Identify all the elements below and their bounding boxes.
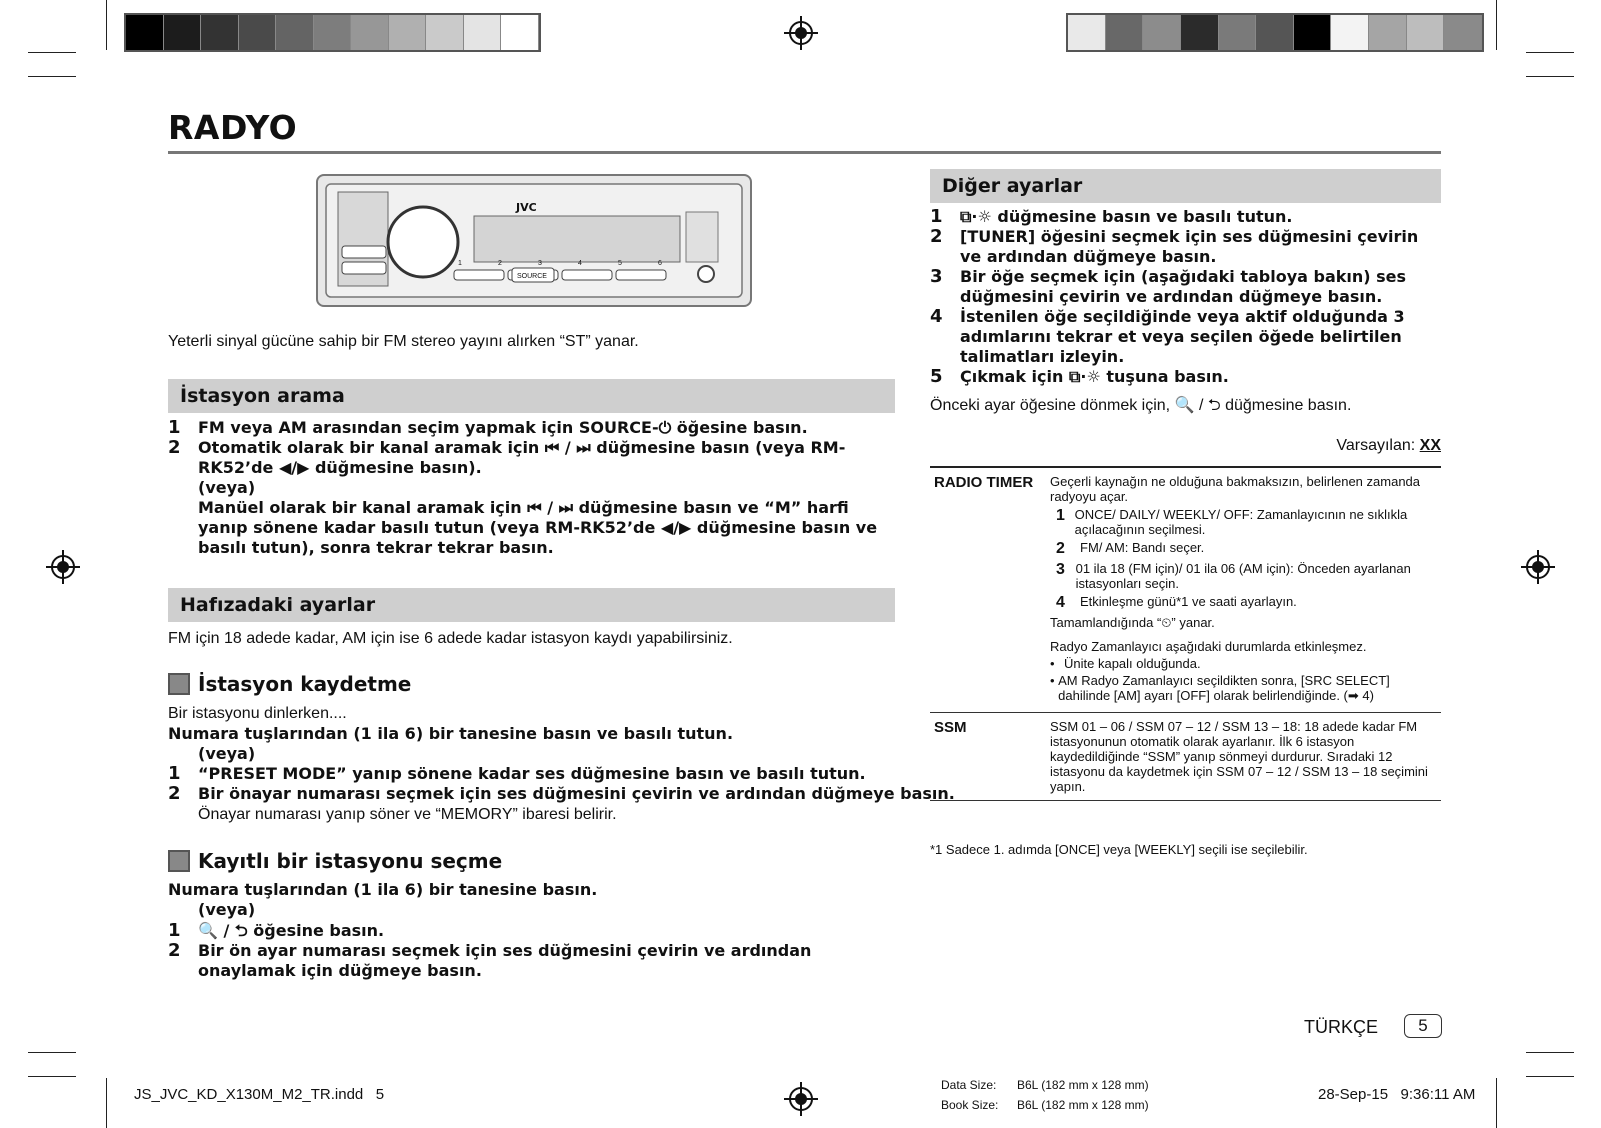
other-step-4 xyxy=(930,307,1441,367)
device-preset-number: 1 xyxy=(458,260,462,267)
step-text: İstenilen öğe seçildiğinde veya aktif olduğunda 3 adımlarını tekrar et veya seçilen öğede belirtilen talimatları izleyin. xyxy=(960,307,1405,366)
other-step-3 xyxy=(930,267,1441,307)
step-number: 4 xyxy=(1056,594,1065,611)
other-step-5 xyxy=(930,367,1441,387)
section-heading-station-search: İstasyon arama xyxy=(168,379,895,413)
color-swatch xyxy=(464,15,502,50)
crop-mark xyxy=(28,1052,76,1053)
or-text: (veya) xyxy=(198,744,256,763)
data-size-label: Data Size: xyxy=(941,1078,997,1092)
color-swatch xyxy=(1294,15,1332,50)
store-line-2: Numara tuşlarından (1 ila 6) bir tanesine basın ve basılı tutun. xyxy=(168,724,734,743)
crop-mark xyxy=(106,1078,107,1128)
default-label: Varsayılan: xyxy=(1336,437,1420,454)
color-bar-right xyxy=(1066,13,1484,52)
color-swatch xyxy=(389,15,427,50)
select-step-1 xyxy=(168,921,384,941)
timer-note: Radyo Zamanlayıcı aşağıdaki durumlarda etkinleşmez. xyxy=(1050,639,1367,654)
settings-table xyxy=(930,466,1441,801)
bullet-text: AM Radyo Zamanlayıcı seçildikten sonra, [SRC SELECT] dahilinde [AM] ayarı [OFF] olarak belirlendiğinde. (➡ 4) xyxy=(1058,673,1390,703)
footnote: *1 Sadece 1. adımda [ONCE] veya [WEEKLY] seçili ise seçilebilir. xyxy=(930,842,1308,857)
bullet-icon: • xyxy=(1050,673,1055,688)
color-bar-left xyxy=(124,13,541,52)
step-text: 01 ila 18 (FM için)/ 01 ila 06 (AM için): Önceden ayarlanan istasyonları seçin. xyxy=(1075,561,1411,591)
data-size-value: B6L (182 mm x 128 mm) xyxy=(1017,1078,1149,1092)
step-text: Bir önayar numarası seçmek için ses düğmesini çevirin ve ardından düğmeye basın. xyxy=(198,784,955,803)
bullet-text: Ünite kapalı olduğunda. xyxy=(1064,656,1201,671)
radio-faceplate-drawing xyxy=(318,176,750,305)
step-text: Etkinleşme günü*1 ve saati ayarlayın. xyxy=(1080,594,1297,609)
step-text: Bir ön ayar numarası seçmek için ses düğmesini çevirin ve ardından onaylamak için düğmeye basın. xyxy=(198,941,812,980)
timer-step xyxy=(1056,561,1437,591)
section-heading-other-settings: Diğer ayarlar xyxy=(930,169,1441,203)
table-value xyxy=(1046,467,1441,713)
device-preset-numbers xyxy=(454,260,666,270)
timer-steps xyxy=(1050,507,1437,612)
device-preset-number: 4 xyxy=(578,260,582,267)
step-number: 1 xyxy=(168,763,181,784)
or-text: (veya) xyxy=(198,478,256,497)
step-number: 4 xyxy=(930,306,943,327)
timer-intro: Geçerli kaynağın ne olduğuna bakmaksızın, belirlenen zamanda radyoyu açar. xyxy=(1050,474,1421,504)
step-number: 1 xyxy=(168,920,181,941)
or-text: (veya) xyxy=(198,900,256,919)
step-text: FM/ AM: Bandı seçer. xyxy=(1080,540,1205,555)
step-text: [TUNER] öğesini seçmek için ses düğmesini çevirin ve ardından düğmeye basın. xyxy=(960,227,1419,266)
other-step-2 xyxy=(930,227,1441,267)
subheading-store-station xyxy=(168,672,411,696)
device-preset-number: 6 xyxy=(658,260,662,267)
language-label: TÜRKÇE xyxy=(1304,1017,1379,1037)
step-number: 1 xyxy=(168,417,181,438)
timer-done: Tamamlandığında “⏲” yanar. xyxy=(1050,615,1215,630)
table-key: RADIO TIMER xyxy=(930,467,1046,713)
step-number: 1 xyxy=(1056,507,1065,524)
color-swatch xyxy=(1068,15,1106,50)
color-swatch xyxy=(351,15,389,50)
search-step-2 xyxy=(168,438,895,478)
color-swatch xyxy=(1219,15,1257,50)
color-swatch xyxy=(426,15,464,50)
store-line-1: Bir istasyonu dinlerken.... xyxy=(168,705,347,722)
step-text: FM veya AM arasından seçim yapmak için SOURCE-⏻ öğesine basın. xyxy=(198,418,808,437)
timer-bullets xyxy=(1050,656,1437,704)
registration-mark-icon xyxy=(1521,550,1555,584)
step-text: ONCE/ DAILY/ WEEKLY/ OFF: Zamanlayıcının ne sıklıkla açılacağının seçilmesi. xyxy=(1074,507,1408,537)
device-preset-number: 2 xyxy=(498,260,502,267)
color-swatch xyxy=(126,15,164,50)
color-swatch xyxy=(1181,15,1219,50)
subheading-text: Kayıtlı bir istasyonu seçme xyxy=(198,849,503,873)
crop-mark xyxy=(1526,1076,1574,1077)
step-number: 2 xyxy=(168,437,181,458)
color-swatch xyxy=(314,15,352,50)
car-radio-illustration xyxy=(316,174,752,307)
book-size-value: B6L (182 mm x 128 mm) xyxy=(1017,1098,1149,1112)
step-number: 3 xyxy=(930,266,943,287)
table-row xyxy=(930,467,1441,713)
step-number: 2 xyxy=(1056,540,1065,557)
device-brand: JVC xyxy=(516,201,537,214)
intro-text: Yeterli sinyal gücüne sahip bir FM stereo yayını alırken “ST” yanar. xyxy=(168,333,639,350)
crop-mark xyxy=(28,52,76,53)
color-swatch xyxy=(1331,15,1369,50)
color-swatch xyxy=(1369,15,1407,50)
store-step-1 xyxy=(168,764,866,784)
store-step-2 xyxy=(168,784,955,804)
subheading-select-station xyxy=(168,849,502,873)
color-swatch xyxy=(1256,15,1294,50)
table-row xyxy=(930,713,1441,801)
crop-mark xyxy=(1496,1078,1497,1128)
square-bullet-icon xyxy=(168,673,190,695)
timer-step xyxy=(1056,540,1437,558)
device-preset-number: 5 xyxy=(618,260,622,267)
footer-file-name: JS_JVC_KD_X130M_M2_TR.indd 5 xyxy=(134,1086,385,1103)
list-item xyxy=(1050,656,1437,671)
registration-mark-icon xyxy=(784,1082,818,1116)
color-swatch xyxy=(1407,15,1445,50)
manual-search-text: Manüel olarak bir kanal aramak için ⏮ / ⏭ düğmesine basın ve “M” harfi yanıp sönene kadar basılı tutun (veya RM-RK52’de ◀/▶ düğmesine basın ve basılı tutun), sonra tekrar tekrar basın. xyxy=(198,498,878,557)
step-number: 2 xyxy=(930,226,943,247)
step-number: 2 xyxy=(168,783,181,804)
crop-mark xyxy=(1496,0,1497,50)
book-size-label: Book Size: xyxy=(941,1098,999,1112)
step-number: 3 xyxy=(1056,561,1065,578)
color-swatch xyxy=(1106,15,1144,50)
crop-mark xyxy=(106,0,107,50)
step-text: Bir öğe seçmek için (aşağıdaki tabloya bakın) ses düğmesini çevirin ve ardından düğmeye basın. xyxy=(960,267,1407,306)
default-legend xyxy=(1330,436,1441,456)
color-swatch xyxy=(1143,15,1181,50)
memory-text: FM için 18 adede kadar, AM için ise 6 adede kadar istasyon kaydı yapabilirsiniz. xyxy=(168,630,733,647)
timer-step xyxy=(1056,594,1437,612)
step-number: 2 xyxy=(168,940,181,961)
registration-mark-icon xyxy=(46,550,80,584)
default-value: XX xyxy=(1419,437,1441,454)
step-text: “PRESET MODE” yanıp sönene kadar ses düğmesine basın ve basılı tutun. xyxy=(198,764,866,783)
page-title: RADYO xyxy=(168,108,298,147)
step-text: Çıkmak için ⧉·☼ tuşuna basın. xyxy=(960,367,1229,386)
step-text: Otomatik olarak bir kanal aramak için ⏮ / ⏭ düğmesine basın (veya RM-RK52’de ◀/▶ düğmesine basın). xyxy=(198,438,846,477)
color-swatch xyxy=(501,15,539,50)
back-instruction: Önceki ayar öğesine dönmek için, 🔍 / ⮌ düğmesine basın. xyxy=(930,397,1352,414)
color-swatch xyxy=(276,15,314,50)
select-line-1: Numara tuşlarından (1 ila 6) bir tanesine basın. xyxy=(168,880,598,899)
store-note: Önayar numarası yanıp söner ve “MEMORY” ibaresi belirir. xyxy=(198,806,617,823)
color-swatch xyxy=(164,15,202,50)
square-bullet-icon xyxy=(168,850,190,872)
step-text: ⧉·☼ düğmesine basın ve basılı tutun. xyxy=(960,207,1293,226)
list-item xyxy=(1050,673,1437,704)
subheading-text: İstasyon kaydetme xyxy=(198,672,412,696)
select-step-2 xyxy=(168,941,895,981)
timer-step xyxy=(1056,507,1437,537)
step-number: 1 xyxy=(930,206,943,227)
other-step-1 xyxy=(930,207,1441,227)
section-heading-memory: Hafızadaki ayarlar xyxy=(168,588,895,622)
step-number: 5 xyxy=(930,366,943,387)
crop-mark xyxy=(1526,76,1574,77)
search-step-1 xyxy=(168,418,895,438)
crop-mark xyxy=(28,76,76,77)
color-swatch xyxy=(201,15,239,50)
color-swatch xyxy=(1444,15,1482,50)
page-number: 5 xyxy=(1404,1014,1442,1038)
crop-mark xyxy=(1526,1052,1574,1053)
crop-mark xyxy=(1526,52,1574,53)
title-rule xyxy=(168,151,1441,154)
registration-mark-icon xyxy=(784,16,818,50)
bullet-icon: • xyxy=(1050,656,1055,671)
crop-mark xyxy=(28,1076,76,1077)
step-text: 🔍 / ⮌ öğesine basın. xyxy=(198,921,385,940)
table-value: SSM 01 – 06 / SSM 07 – 12 / SSM 13 – 18: 18 adede kadar FM istasyonunun otomatik olarak ayarlanır. İlk 6 istasyon kaydedildiğinde “SSM” yanıp sönmeyi durdurur. Sıradaki 12 istasyonu da kaydetmek için SSM 07 – 12 / SSM 13 – 18 seçimini yapın. xyxy=(1046,713,1441,801)
color-swatch xyxy=(239,15,277,50)
device-preset-number: 3 xyxy=(538,260,542,267)
footer-date: 28-Sep-15 9:36:11 AM xyxy=(1318,1086,1476,1103)
table-key: SSM xyxy=(930,713,1046,801)
device-source-label: SOURCE xyxy=(517,273,547,280)
